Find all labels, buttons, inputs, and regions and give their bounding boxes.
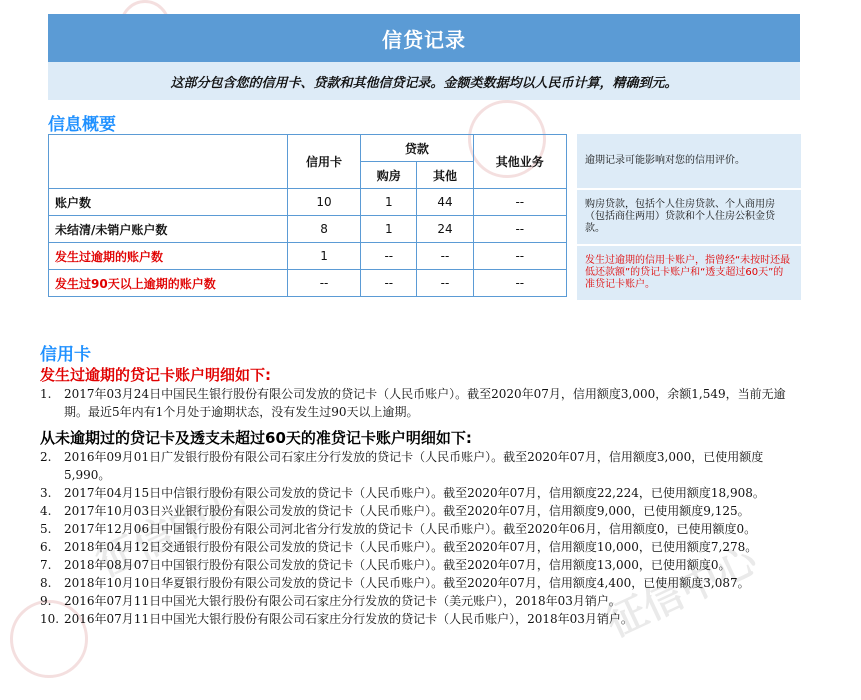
cell-credit-card: 1 bbox=[287, 243, 360, 270]
overdue-records-list bbox=[40, 385, 805, 421]
item-text: 2018年04月12日交通银行股份有限公司发放的贷记卡（人民币账户）。截至2020年07月，信用额度10,000，已使用额度7,278。 bbox=[64, 540, 758, 554]
watermark-text: 征信中心 bbox=[88, 476, 254, 587]
list-item bbox=[40, 502, 805, 520]
header-loan: 贷款 bbox=[361, 135, 473, 162]
credit-card-section-title: 信用卡 bbox=[40, 345, 91, 365]
item-number: 2. bbox=[40, 450, 52, 464]
list-item bbox=[40, 556, 805, 574]
item-number: 3. bbox=[40, 486, 52, 500]
normal-heading: 从未逾期过的贷记卡及透支未超过60天的准贷记卡账户明细如下: bbox=[40, 429, 472, 447]
header-loan-other: 其他 bbox=[417, 162, 473, 189]
cell-credit-card: 8 bbox=[287, 216, 360, 243]
row-label: 发生过90天以上逾期的账户数 bbox=[49, 270, 288, 297]
cell-business: -- bbox=[473, 189, 566, 216]
header-loan-housing: 购房 bbox=[361, 162, 417, 189]
header-credit-card: 信用卡 bbox=[287, 135, 360, 189]
cell-housing: -- bbox=[361, 243, 417, 270]
item-number: 8. bbox=[40, 576, 52, 590]
overview-table bbox=[48, 134, 567, 297]
row-label: 账户数 bbox=[49, 189, 288, 216]
table-row bbox=[49, 189, 567, 216]
item-text: 2017年10月03日兴业银行股份有限公司发放的贷记卡（人民币账户）。截至2020年07月，信用额度9,000，已使用额度9,125。 bbox=[64, 504, 750, 518]
row-label: 未结清/未销户账户数 bbox=[49, 216, 288, 243]
item-text: 2017年12月06日中国银行股份有限公司河北省分行发放的贷记卡（人民币账户）。截至2020年06月，信用额度0，已使用额度0。 bbox=[64, 522, 757, 536]
item-text: 2016年09月01日广发银行股份有限公司石家庄分行发放的贷记卡（人民币账户）。截至2020年07月，信用额度3,000，已使用额度5,990。 bbox=[64, 450, 764, 482]
item-text: 2016年07月11日中国光大银行股份有限公司石家庄分行发放的贷记卡（美元账户），2018年03月销户。 bbox=[64, 594, 621, 608]
list-item bbox=[40, 448, 805, 484]
item-text: 2018年10月10日华夏银行股份有限公司发放的贷记卡（人民币账户）。截至2020年07月，信用额度4,400，已使用额度3,087。 bbox=[64, 576, 750, 590]
cell-other: 44 bbox=[417, 189, 473, 216]
item-number: 7. bbox=[40, 558, 52, 572]
cell-other: -- bbox=[417, 270, 473, 297]
row-label: 发生过逾期的账户数 bbox=[49, 243, 288, 270]
page-subtitle: 这部分包含您的信用卡、贷款和其他信贷记录。金额类数据均以人民币计算，精确到元。 bbox=[48, 62, 800, 100]
cell-credit-card: -- bbox=[287, 270, 360, 297]
cell-credit-card: 10 bbox=[287, 189, 360, 216]
cell-business: -- bbox=[473, 270, 566, 297]
item-number: 10. bbox=[40, 612, 60, 626]
list-item bbox=[40, 574, 805, 592]
table-row bbox=[49, 243, 567, 270]
item-text: 2018年08月07日中国银行股份有限公司发放的贷记卡（人民币账户）。截至2020年07月，信用额度13,000，已使用额度0。 bbox=[64, 558, 731, 572]
watermark-text: 征信中心 bbox=[598, 536, 764, 647]
table-row bbox=[49, 270, 567, 297]
cell-other: 24 bbox=[417, 216, 473, 243]
cell-housing: -- bbox=[361, 270, 417, 297]
item-number: 5. bbox=[40, 522, 52, 536]
item-number: 6. bbox=[40, 540, 52, 554]
item-text: 2017年03月24日中国民生银行股份有限公司发放的贷记卡（人民币账户）。截至2020年07月，信用额度3,000，余额1,549，当前无逾期。最近5年内有1个月处于逾期状态，没有发生过90天以上逾期。 bbox=[64, 387, 786, 419]
normal-records-list bbox=[40, 448, 805, 628]
note-overdue-impact: 逾期记录可能影响对您的信用评价。 bbox=[577, 134, 801, 188]
cell-business: -- bbox=[473, 243, 566, 270]
item-text: 2017年04月15日中信银行股份有限公司发放的贷记卡（人民币账户）。截至2020年07月，信用额度22,224，已使用额度18,908。 bbox=[64, 486, 765, 500]
header-other-business: 其他业务 bbox=[473, 135, 566, 189]
overdue-heading: 发生过逾期的贷记卡账户明细如下: bbox=[40, 366, 272, 384]
overview-section-title: 信息概要 bbox=[48, 115, 116, 135]
list-item bbox=[40, 592, 805, 610]
cell-housing: 1 bbox=[361, 216, 417, 243]
list-item bbox=[40, 610, 805, 628]
list-item bbox=[40, 385, 805, 421]
cell-business: -- bbox=[473, 216, 566, 243]
note-overdue-card: 发生过逾期的信用卡账户，指曾经“未按时还最低还款额”的贷记卡账户和“透支超过60天”的准贷记卡账户。 bbox=[577, 246, 801, 300]
note-housing-loan: 购房贷款，包括个人住房贷款、个人商用房（包括商住两用）贷款和个人住房公积金贷款。 bbox=[577, 190, 801, 244]
list-item bbox=[40, 538, 805, 556]
table-row bbox=[49, 216, 567, 243]
list-item bbox=[40, 484, 805, 502]
item-number: 4. bbox=[40, 504, 52, 518]
overview-notes bbox=[577, 134, 801, 300]
page-title: 信贷记录 bbox=[48, 14, 800, 62]
table-header-row bbox=[49, 135, 567, 162]
list-item bbox=[40, 520, 805, 538]
cell-other: -- bbox=[417, 243, 473, 270]
item-number: 1. bbox=[40, 387, 52, 401]
table-header-blank bbox=[49, 135, 288, 189]
item-text: 2016年07月11日中国光大银行股份有限公司石家庄分行发放的贷记卡（人民币账户），2018年03月销户。 bbox=[64, 612, 633, 626]
cell-housing: 1 bbox=[361, 189, 417, 216]
item-number: 9. bbox=[40, 594, 52, 608]
